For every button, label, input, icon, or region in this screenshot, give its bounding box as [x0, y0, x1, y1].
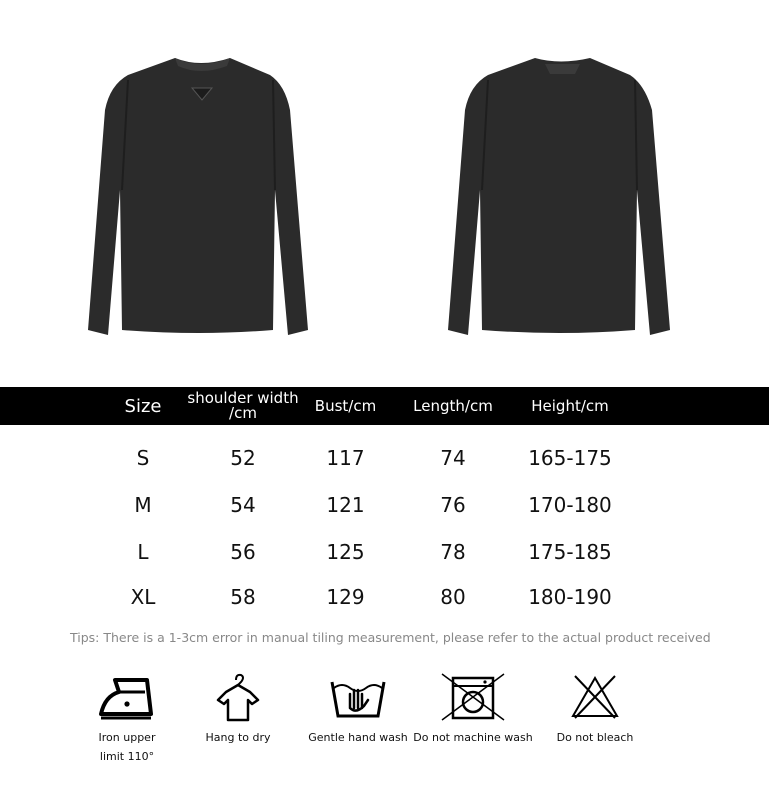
cell-size: M [134, 493, 152, 517]
cell-size: L [137, 540, 149, 564]
cell-shoulder: 54 [230, 493, 256, 517]
cell-size: S [136, 446, 150, 470]
care-item-no-machine-wash [413, 672, 533, 747]
header-shoulder-width-text [187, 391, 298, 421]
care-item-hang [178, 672, 298, 747]
cell-height: 165-175 [528, 446, 612, 470]
cell-size: XL [130, 585, 156, 609]
care-label-hang: Hang to dry [205, 731, 271, 744]
cell-length: 80 [440, 585, 466, 609]
care-item-hand-wash [298, 672, 418, 747]
header-size: Size [124, 395, 162, 417]
shirt-front-image [70, 40, 330, 340]
header-shoulder-width [183, 387, 303, 425]
iron-icon [97, 672, 157, 722]
care-label-no-machine-wash: Do not machine wash [413, 731, 533, 744]
table-row [0, 438, 769, 478]
size-table-header [0, 387, 769, 425]
cell-height: 175-185 [528, 540, 612, 564]
care-item-no-bleach [535, 672, 655, 747]
table-row [0, 485, 769, 525]
cell-length: 78 [440, 540, 466, 564]
header-length: Length/cm [413, 396, 493, 415]
shirt-back-image [430, 40, 690, 340]
cell-height: 180-190 [528, 585, 612, 609]
care-label-hand-wash: Gentle hand wash [308, 731, 408, 744]
care-label-no-bleach: Do not bleach [556, 731, 634, 744]
cell-shoulder: 58 [230, 585, 256, 609]
header-shoulder-width-line: shoulder width [187, 389, 299, 407]
no-bleach-icon [565, 672, 625, 722]
header-height: Height/cm [531, 396, 609, 415]
cell-shoulder: 52 [230, 446, 256, 470]
cell-length: 76 [440, 493, 466, 517]
cell-height: 170-180 [528, 493, 612, 517]
no-machine-wash-icon [438, 672, 508, 722]
header-bust: Bust/cm [314, 396, 377, 415]
cell-bust: 117 [326, 446, 365, 470]
table-row [0, 532, 769, 572]
product-photos [0, 0, 769, 380]
cell-shoulder: 56 [230, 540, 256, 564]
header-shoulder-width-line: /cm [229, 404, 257, 422]
measurement-tips: Tips: There is a 1-3cm error in manual tiling measurement, please refer to the actual product received [70, 630, 711, 645]
cell-bust: 125 [326, 540, 365, 564]
table-row [0, 577, 769, 617]
care-label-iron: Iron upper limit 110° [98, 731, 156, 763]
care-item-iron [67, 672, 187, 766]
hanger-icon [208, 672, 268, 722]
cell-bust: 121 [326, 493, 365, 517]
cell-bust: 129 [326, 585, 365, 609]
hand-wash-icon [328, 672, 388, 722]
cell-length: 74 [440, 446, 466, 470]
